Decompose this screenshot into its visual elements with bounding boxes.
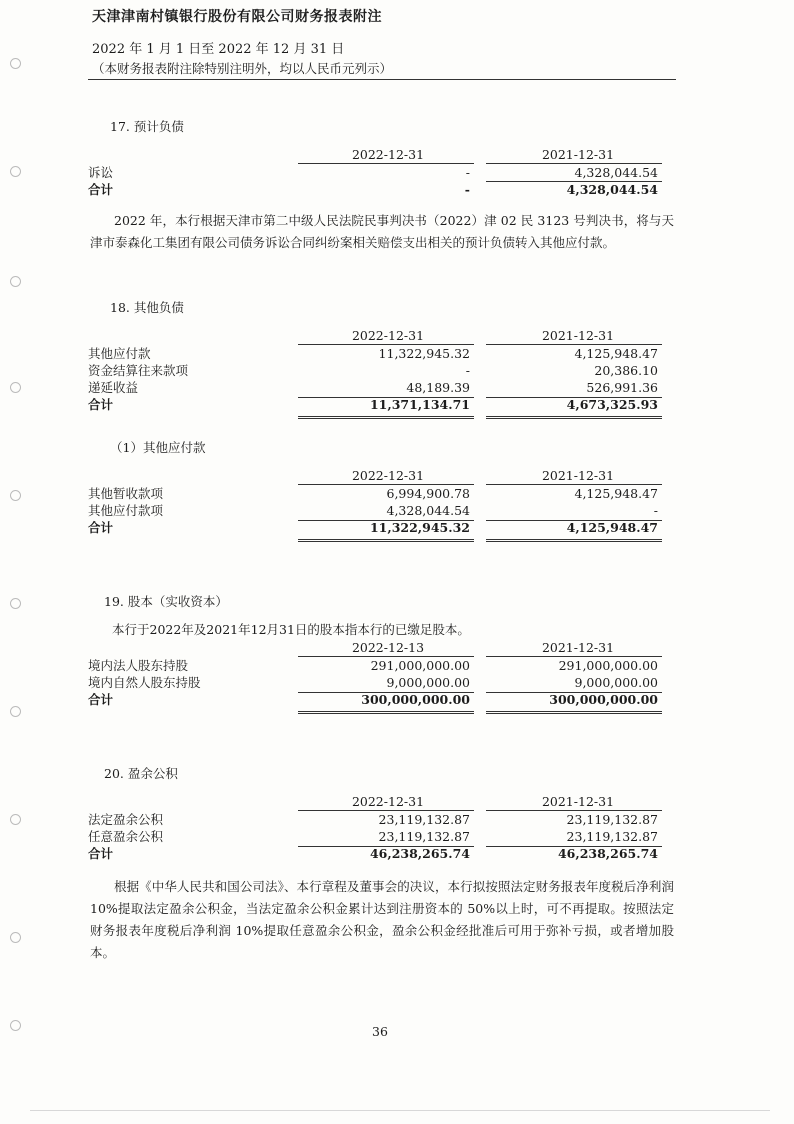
binding-hole	[10, 598, 21, 609]
s17-paragraph: 2022 年，本行根据天津市第二中级人民法院民事判决书（2022）津 02 民 3123 号判决书，将与天津市泰森化工集团有限公司债务诉讼合同纠纷案相关赔偿支出相关的预计负债转入其他应付款。	[90, 213, 674, 250]
col-rule	[298, 846, 474, 847]
total-value-2021: 4,328,044.54	[566, 182, 658, 197]
binding-hole	[10, 382, 21, 393]
total-value-2021: 4,673,325.93	[566, 397, 658, 412]
col-rule	[298, 397, 474, 398]
row-value-2022: 48,189.39	[406, 380, 470, 395]
binding-hole	[10, 166, 21, 177]
col-rule	[298, 344, 474, 345]
row-value-2021: 4,328,044.54	[574, 165, 658, 180]
col-rule	[486, 397, 662, 398]
row-value-2021: -	[653, 503, 658, 518]
col-rule	[298, 484, 474, 485]
total-double-rule	[298, 416, 474, 419]
table-row	[88, 345, 668, 362]
table-total-row	[88, 396, 668, 413]
s20-heading: 20. 盈余公积	[104, 766, 178, 781]
col-rule	[486, 810, 662, 811]
col-rule	[298, 163, 474, 164]
table-row	[88, 657, 668, 674]
table-row	[88, 164, 668, 181]
row-value-2021: 4,125,948.47	[574, 486, 658, 501]
report-title: 天津津南村镇银行股份有限公司财务报表附注	[92, 9, 382, 25]
total-value-2021: 46,238,265.74	[557, 846, 658, 861]
row-value-2022: 11,322,945.32	[378, 346, 470, 361]
table-row	[88, 379, 668, 396]
row-value-2022: 291,000,000.00	[370, 658, 470, 673]
s19-col2: 2021-12-31	[541, 640, 615, 655]
report-note: （本财务报表附注除特别注明外，均以人民币元列示）	[92, 61, 393, 76]
row-label: 其他暂收款项	[88, 486, 164, 501]
s18-1-col1: 2022-12-31	[351, 468, 425, 483]
binding-hole	[10, 490, 21, 501]
s20-col2: 2021-12-31	[541, 794, 615, 809]
row-value-2022: 4,328,044.54	[386, 503, 470, 518]
table-row	[88, 674, 668, 691]
total-value-2022: 11,371,134.71	[369, 397, 470, 412]
col-rule	[298, 520, 474, 521]
s18-1-heading: （1）其他应付款	[110, 440, 206, 455]
total-value-2022: 46,238,265.74	[369, 846, 470, 861]
binding-hole	[10, 706, 21, 717]
s17-col1: 2022-12-31	[351, 147, 425, 162]
col-rule	[486, 520, 662, 521]
s20-table	[88, 792, 668, 862]
total-value-2022: 11,322,945.32	[369, 520, 470, 535]
col-rule	[298, 692, 474, 693]
s17-table	[88, 145, 668, 198]
s18-col2: 2021-12-31	[541, 328, 615, 343]
col-rule	[486, 181, 662, 182]
total-label: 合计	[88, 520, 114, 535]
row-label: 资金结算往来款项	[88, 363, 189, 378]
total-value-2022: 300,000,000.00	[361, 692, 470, 707]
total-double-rule	[486, 416, 662, 419]
report-period: 2022 年 1 月 1 日至 2022 年 12 月 31 日	[92, 42, 345, 57]
s17-col2: 2021-12-31	[541, 147, 615, 162]
total-label: 合计	[88, 692, 114, 707]
row-value-2021: 526,991.36	[586, 380, 658, 395]
row-label: 境内自然人股东持股	[88, 675, 201, 690]
table-total-row	[88, 181, 668, 198]
row-label: 递延收益	[88, 380, 139, 395]
s20-paragraph: 根据《中华人民共和国公司法》、本行章程及董事会的决议，本行拟按照法定财务报表年度税后净利润 10%提取法定盈余公积金，当法定盈余公积金累计达到注册资本的 50%以上时，可不再提取。按照法定财务报表年度税后净利润 10%提取任意盈余公积金，盈余公积金经批准后可用于弥补亏损，或者增加股本。	[90, 879, 674, 960]
s18-1-col-header	[88, 466, 668, 485]
s19-intro: 本行于2022年及2021年12月31日的股本指本行的已缴足股本。	[112, 622, 470, 637]
row-label: 诉讼	[88, 165, 114, 180]
col-rule	[486, 692, 662, 693]
total-value-2021: 300,000,000.00	[549, 692, 658, 707]
row-value-2021: 291,000,000.00	[558, 658, 658, 673]
s18-heading: 18. 其他负债	[110, 300, 184, 315]
col-rule	[486, 656, 662, 657]
s20-col-header	[88, 792, 668, 811]
col-rule	[298, 810, 474, 811]
page-edge	[30, 1110, 770, 1111]
total-double-rule	[298, 539, 474, 542]
row-label: 其他应付款	[88, 346, 151, 361]
s19-table	[88, 638, 668, 708]
binding-hole	[10, 932, 21, 943]
s17-heading: 17. 预计负债	[110, 119, 184, 134]
table-row	[88, 811, 668, 828]
row-label: 其他应付款项	[88, 503, 164, 518]
total-double-rule	[486, 711, 662, 714]
row-value-2021: 4,125,948.47	[574, 346, 658, 361]
s20-col1: 2022-12-31	[351, 794, 425, 809]
s19-col-header	[88, 638, 668, 657]
header-divider	[88, 79, 676, 80]
col-rule	[486, 484, 662, 485]
total-value-2022: -	[464, 182, 470, 197]
binding-hole	[10, 58, 21, 69]
row-value-2021: 20,386.10	[594, 363, 658, 378]
row-label: 法定盈余公积	[88, 812, 164, 827]
binding-hole	[10, 276, 21, 287]
row-value-2021: 23,119,132.87	[566, 812, 658, 827]
row-value-2021: 23,119,132.87	[566, 829, 658, 844]
table-total-row	[88, 845, 668, 862]
total-double-rule	[298, 711, 474, 714]
row-value-2022: -	[465, 363, 470, 378]
total-value-2021: 4,125,948.47	[566, 520, 658, 535]
s18-col1: 2022-12-31	[351, 328, 425, 343]
total-double-rule	[486, 539, 662, 542]
table-row	[88, 362, 668, 379]
row-value-2022: 6,994,900.78	[386, 486, 470, 501]
row-label: 任意盈余公积	[88, 829, 164, 844]
s19-col1: 2022-12-13	[351, 640, 425, 655]
col-rule	[486, 344, 662, 345]
row-label: 境内法人股东持股	[88, 658, 189, 673]
s18-col-header	[88, 326, 668, 345]
s18-1-col2: 2021-12-31	[541, 468, 615, 483]
table-row	[88, 502, 668, 519]
total-label: 合计	[88, 182, 114, 197]
row-value-2022: 23,119,132.87	[378, 812, 470, 827]
col-rule	[298, 656, 474, 657]
binding-hole	[10, 814, 21, 825]
s18-1-table	[88, 466, 668, 536]
table-total-row	[88, 691, 668, 708]
total-label: 合计	[88, 846, 114, 861]
binding-hole	[10, 1020, 21, 1031]
table-row	[88, 828, 668, 845]
row-value-2021: 9,000,000.00	[574, 675, 658, 690]
s18-table	[88, 326, 668, 413]
total-label: 合计	[88, 397, 114, 412]
row-value-2022: 23,119,132.87	[378, 829, 470, 844]
table-row	[88, 485, 668, 502]
row-value-2022: -	[465, 165, 470, 180]
page-number: 36	[372, 1024, 388, 1039]
col-rule	[486, 163, 662, 164]
s17-col-header	[88, 145, 668, 164]
s19-heading: 19. 股本（实收资本）	[104, 594, 228, 609]
table-total-row	[88, 519, 668, 536]
col-rule	[486, 846, 662, 847]
row-value-2022: 9,000,000.00	[386, 675, 470, 690]
